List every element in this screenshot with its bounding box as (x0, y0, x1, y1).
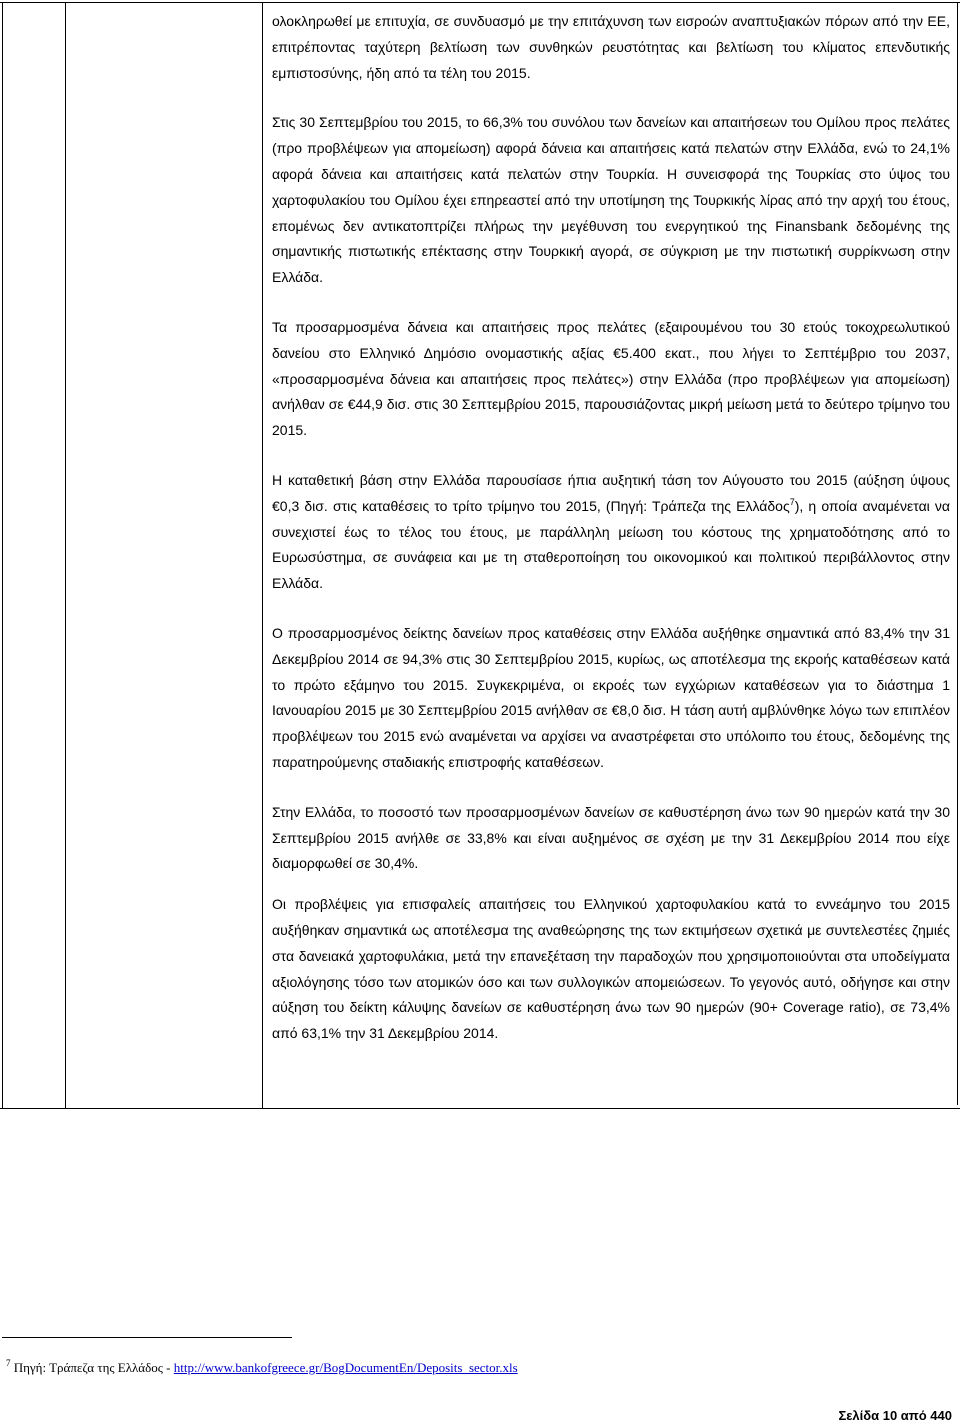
footnote-link[interactable]: http://www.bankofgreece.gr/BogDocumentEn/Deposits_sector.xls (173, 1360, 518, 1375)
footnote-reference[interactable]: 7 (789, 496, 795, 507)
paragraph (272, 468, 950, 597)
footnote-number: 7 (6, 1358, 11, 1368)
paragraph: ολοκληρωθεί με επιτυχία, σε συνδυασμό με την επιτάχυνση των εισροών αναπτυξιακών πόρων από την ΕΕ, επιτρέποντας ταχύτερη βελτίωση των συνθηκών ρευστότητας και βελτίωση του κλίματος επενδυτικής εμπιστοσύνης, ήδη από τα τέλη του 2015. (272, 13, 950, 81)
footnote-text: Πηγή: Τράπεζα της Ελλάδος - (13, 1360, 174, 1375)
paragraph: Στην Ελλάδα, το ποσοστό των προσαρμοσμένων δανείων σε καθυστέρηση άνω των 90 ημερών κατά την 30 Σεπτεμβρίου 2015 ανήλθε σε 33,8% και είναι αυξημένος σε σχέση με την 31 Δεκεμβρίου 2014 που είχε διαμορφωθεί σε 30,4%. (272, 803, 950, 872)
paragraph-text: ), η οποία αναμένεται να συνεχιστεί έως το τέλος του έτους, με παράλληλη μείωση του κόστους της χρηματοδότησης από το Ευρωσύστημα, σε συνάφεια και με τη σταθεροποίηση του οικονομικού και πολιτικού περιβάλλοντος στην Ελλάδα. (272, 497, 950, 592)
footnote (6, 1360, 518, 1376)
table-bottom-border (0, 1108, 960, 1109)
table-column-border (262, 2, 263, 1109)
table-column-border (2, 2, 3, 1109)
paragraph-text: Η καταθετική βάση στην Ελλάδα παρουσίασε ήπια αυξητική τάση τον Αύγουστο του 2015 (αύξηση ύψους €0,3 δισ. στις καταθέσεις το τρίτο τρίμηνο του 2015, (Πηγή: Τράπεζα της Ελλάδος (272, 471, 950, 514)
paragraph: Οι προβλέψεις για επισφαλείς απαιτήσεις του Ελληνικού χαρτοφυλακίου κατά το εννεάμηνο του 2015 αυξήθηκαν σημαντικά ως αποτέλεσμα της αναθεώρησης της των εκτιμήσεων σχετικά με συντελεστέες ζημιές στα δανειακά χαρτοφυλάκια, μετά την επανεξέταση την παραδοχών που χρησιμοποιιούνται στα υποδείγματα αξιολόγησης τόσο των ατομικών όσο και των συλλογικών απομειώσεων. Το γεγονός αυτό, οδήγησε και στην αύξηση του δείκτη κάλυψης δανείων σε καθυστέρηση άνω των 90 ημερών (90+ Coverage ratio), σε 73,4% από 63,1% την 31 Δεκεμβρίου 2014. (272, 896, 950, 1042)
footnote-separator (2, 1337, 292, 1338)
page-number: Σελίδα 10 από 440 (838, 1408, 952, 1423)
paragraph: Στις 30 Σεπτεμβρίου του 2015, το 66,3% του συνόλου των δανείων και απαιτήσεων του Ομίλου προς πελάτες (προ προβλέψεων για απομείωση) αφορά δάνεια και απαιτήσεις κατά πελατών στην Ελλάδα, ενώ το 24,1% αφορά δάνεια και απαιτήσεις κατά πελατών στην Τουρκία. Η συνεισφορά της Τουρκίας στο ύψος του χαρτοφυλακίου του Ομίλου έχει επηρεαστεί από την υποτίμηση της Τουρκικής λίρας από την αρχή του έτους, επομένως δεν αντικατοπτρίζει πλήρως την μεγέθυνση του ενεργητικού της Finansbank δεδομένης της σημαντικής πιστωτικής επέκτασης στην Τουρκική αγορά, σε σύγκριση με την πιστωτική συρρίκνωση στην Ελλάδα. (272, 114, 950, 286)
table-column-border (957, 2, 958, 1105)
body-text (272, 9, 950, 1071)
table-column-border (65, 2, 66, 1109)
paragraph: Ο προσαρμοσμένος δείκτης δανείων προς καταθέσεις στην Ελλάδα αυξήθηκε σημαντικά από 83,4% την 31 Δεκεμβρίου 2014 σε 94,3% στις 30 Σεπτεμβρίου 2015, κυρίως, ως αποτέλεσμα της εκροής καταθέσεων κατά το πρώτο εξάμηνο του 2015. Συγκεκριμένα, οι εκροές των εγχώριων καταθέσεων για το διάστημα 1 Ιανουαρίου 2015 με 30 Σεπτεμβρίου 2015 ανήλθαν σε €8,0 δισ. Η τάση αυτή αμβλύνθηκε λόγω των επιπλέον προβλέψεων του 2015 ενώ αναμένεται να αρχίσει να αναστρέφεται στο υπόλοιπο του έτους, δεδομένης της παρατηρούμενης σταδιακής επιστροφής καταθέσεων. (272, 624, 950, 770)
table-top-border (0, 2, 960, 3)
paragraph: Τα προσαρμοσμένα δάνεια και απαιτήσεις προς πελάτες (εξαιρουμένου του 30 ετούς τοκοχρεωλυτικού δανείου στο Ελληνικό Δημόσιο ονομαστικής αξίας €5.400 εκατ., που λήγει το Σεπτέμβριο του 2037, «προσαρμοσμένα δάνεια και απαιτήσεις προς πελάτες») στην Ελλάδα (προ προβλέψεων για απομείωση) ανήλθαν σε €44,9 δισ. στις 30 Σεπτεμβρίου 2015, παρουσιάζοντας μικρή μείωση μετά το δεύτερο τρίμηνο του 2015. (272, 318, 950, 439)
